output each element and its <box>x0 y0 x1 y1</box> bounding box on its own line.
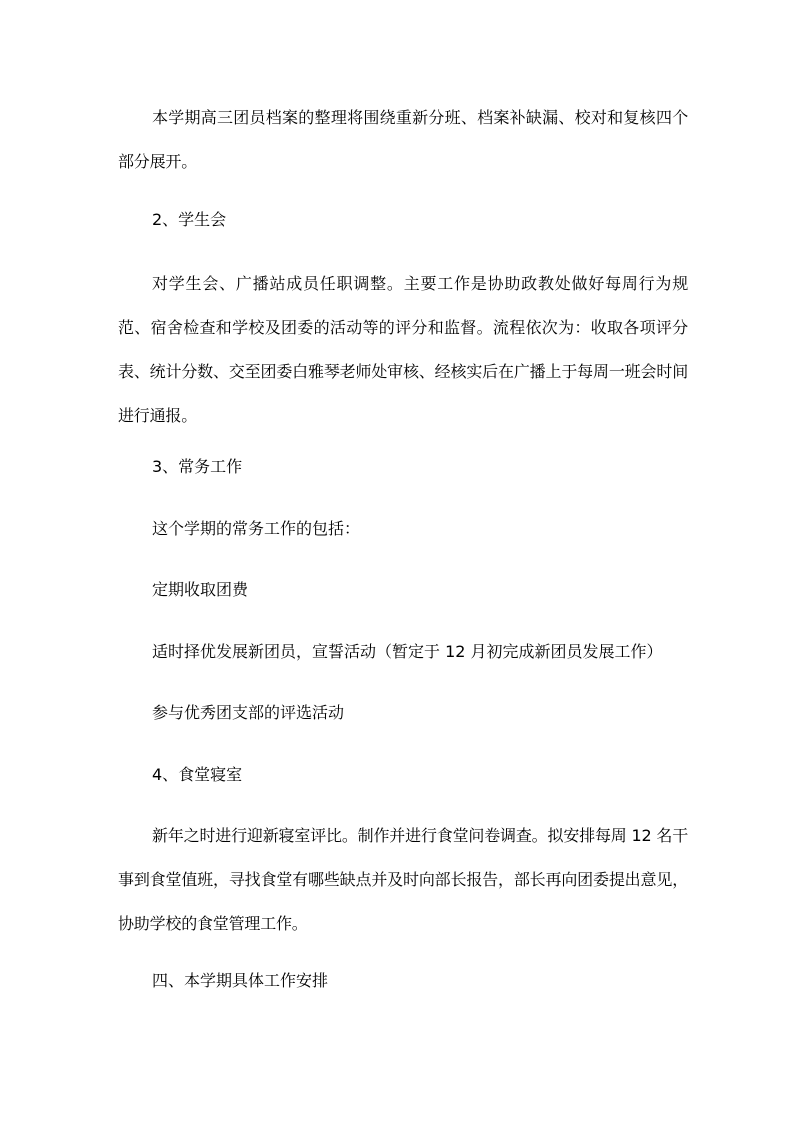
paragraph-canteen-dorm: 新年之时进行迎新寝室评比。制作并进行食堂问卷调查。拟安排每周 12 名干事到食堂值班，寻找食堂有哪些缺点并及时向部长报告，部长再向团委提出意见，协助学校的食堂管理工作。 <box>118 826 688 933</box>
heading-routine-work: 3、常务工作 <box>152 457 243 476</box>
heading-canteen-dorm: 4、食堂寝室 <box>152 765 243 784</box>
paragraph-student-union: 对学生会、广播站成员任职调整。主要工作是协助政教处做好每周行为规范、宿舍检查和学校及团委的活动等的评分和监督。流程依次为：收取各项评分表、统计分数、交至团委白雅琴老师处审核、经核实后在广播上于每周一班会时间进行通报。 <box>118 274 688 425</box>
heading-student-union: 2、学生会 <box>152 210 227 229</box>
paragraph-routine-intro: 这个学期的常务工作的包括： <box>152 519 361 538</box>
list-item-branch-selection: 参与优秀团支部的评选活动 <box>152 703 345 722</box>
heading-semester-schedule: 四、本学期具体工作安排 <box>152 971 329 990</box>
list-item-new-members: 适时择优发展新团员，宣誓活动（暂定于 12 月初完成新团员发展工作） <box>152 642 663 661</box>
paragraph-archive: 本学期高三团员档案的整理将围绕重新分班、档案补缺漏、校对和复核四个部分展开。 <box>118 108 688 171</box>
list-item-collect-dues: 定期收取团费 <box>152 580 249 599</box>
